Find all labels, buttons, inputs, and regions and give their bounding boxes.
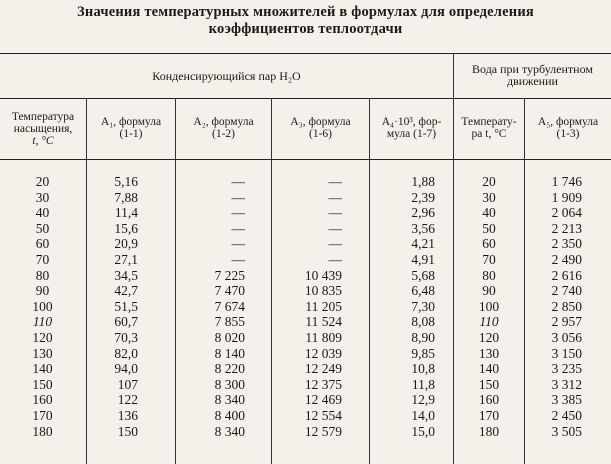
cell-a3: —: [328, 174, 342, 189]
cell-a1: 70,3: [114, 329, 138, 345]
cell-a4: 12,9: [411, 392, 435, 408]
col3-header-line-1: A₂, формула: [193, 116, 254, 128]
cell-a2: 8 400: [214, 407, 245, 423]
cell-a2: 8 140: [214, 345, 245, 361]
cell-a1: 20,9: [114, 236, 138, 252]
cell-a5: 2 350: [551, 236, 582, 252]
cell-a1: 94,0: [114, 361, 138, 377]
cell-a3: 12 039: [304, 345, 342, 361]
cell-a3: —: [328, 220, 342, 236]
column-a1: [86, 174, 174, 464]
cell-a2: —: [231, 189, 245, 205]
group-header-left-label: Конденсирующийся пар H₂O: [152, 69, 301, 83]
cell-a1: 60,7: [114, 314, 138, 330]
cell-a4: 8,08: [411, 314, 435, 330]
cell-a3: 10 835: [304, 283, 342, 299]
cell-water-temp: 170: [478, 407, 500, 423]
cell-a2: 7 674: [214, 298, 245, 314]
cell-a2: 8 340: [214, 392, 245, 408]
cell-water-temp: 100: [478, 298, 500, 314]
cell-a3: —: [328, 189, 342, 205]
cell-water-temp: 160: [478, 392, 500, 408]
cell-water-temp: 140: [478, 361, 500, 377]
column-a4: [370, 174, 452, 464]
cell-saturation-temp: 80: [35, 267, 50, 283]
cell-a1: 34,5: [114, 267, 138, 283]
group-header-turbulent-water: [454, 63, 611, 87]
cell-a5: 2 957: [551, 314, 582, 330]
cell-saturation-temp: 160: [32, 392, 53, 408]
cell-a5: 2 616: [551, 267, 582, 283]
cell-water-temp: 30: [482, 189, 496, 205]
cell-a2: —: [231, 205, 245, 221]
cell-a1: 7,88: [114, 189, 138, 205]
cell-saturation-temp: 90: [35, 283, 50, 299]
cell-a5: 3 235: [551, 361, 582, 377]
cell-a3: —: [328, 236, 342, 252]
table-title: [0, 4, 611, 38]
column-a3: [272, 174, 368, 464]
cell-a5: 3 056: [551, 329, 582, 345]
cell-a3: 12 554: [304, 407, 342, 423]
cell-a4: 7,30: [411, 298, 435, 314]
cell-a2: —: [231, 174, 245, 189]
col4-header-line-2: (1-6): [309, 128, 332, 140]
column-header-saturation-temp: [0, 111, 86, 147]
cell-a5: 3 385: [551, 392, 582, 408]
cell-a4: 4,21: [411, 236, 435, 252]
cell-a5: 2 850: [551, 298, 582, 314]
cell-a5: 3 312: [551, 376, 582, 392]
cell-a5: 1 909: [551, 189, 582, 205]
group-header-rule: [0, 98, 611, 99]
cell-a3: —: [328, 205, 342, 221]
cell-saturation-temp: 50: [35, 220, 50, 236]
cell-a4: 2,96: [411, 205, 435, 221]
col4-header-line-1: A₃, формула: [290, 116, 351, 128]
cell-a5: 3 150: [551, 345, 582, 361]
column-header-a5: [525, 116, 611, 140]
cell-a2: —: [231, 220, 245, 236]
column-water-temp: [454, 174, 524, 464]
cell-water-temp: 120: [478, 329, 500, 345]
cell-water-temp: 110: [479, 314, 499, 330]
cell-a1: 107: [117, 376, 138, 392]
cell-a1: 82,0: [114, 345, 138, 361]
cell-saturation-temp: 60: [35, 236, 50, 252]
cell-a1: 150: [117, 423, 138, 439]
col2-header-line-1: A₁, формула: [100, 116, 162, 128]
group-header-right-line-2: движении: [507, 74, 558, 88]
col1-header-line-3: t, °C: [32, 135, 54, 147]
cell-saturation-temp: 110: [32, 314, 53, 330]
column-header-rule: [0, 159, 611, 160]
column-saturation-temp: [0, 174, 85, 464]
group-header-condensing-steam: [0, 70, 453, 82]
column-header-water-temp: [454, 116, 524, 140]
cell-a4: 10,8: [411, 361, 435, 377]
cell-a1: 5,16: [114, 174, 138, 189]
col6-header-line-1: Температу-: [461, 116, 517, 128]
cell-saturation-temp: 100: [32, 298, 53, 314]
cell-a1: 122: [117, 392, 138, 408]
cell-a2: 8 220: [214, 361, 245, 377]
cell-a1: 51,5: [114, 298, 138, 314]
cell-water-temp: 40: [482, 205, 496, 221]
col1-header-line-1: Температура: [11, 111, 75, 123]
col5-header-line-1: A₄·10³, фор-: [381, 116, 442, 128]
cell-water-temp: 90: [482, 283, 496, 299]
cell-saturation-temp: 40: [35, 205, 50, 221]
cell-a5: 2 490: [551, 251, 582, 267]
cell-a4: 4,91: [411, 251, 435, 267]
cell-saturation-temp: 130: [32, 345, 53, 361]
cell-a5: 1 746: [551, 174, 582, 189]
group-header-right-line-1: Вода при турбулентном: [472, 62, 593, 76]
cell-a4: 3,56: [411, 220, 435, 236]
cell-a1: 136: [117, 407, 138, 423]
cell-a4: 5,68: [411, 267, 435, 283]
col2-header-line-2: (1-1): [119, 128, 143, 140]
col1-header-line-2: насыщения,: [13, 123, 73, 135]
cell-a2: 8 300: [214, 376, 245, 392]
cell-a3: 10 439: [304, 267, 342, 283]
cell-a3: —: [328, 251, 342, 267]
cell-water-temp: 60: [482, 236, 496, 252]
column-header-a3: [272, 116, 369, 140]
cell-a2: 8 340: [214, 423, 245, 439]
cell-a5: 2 213: [551, 220, 582, 236]
cell-water-temp: 70: [482, 251, 496, 267]
cell-a4: 2,39: [411, 189, 435, 205]
cell-a2: 7 470: [214, 283, 245, 299]
cell-saturation-temp: 150: [32, 376, 53, 392]
cell-water-temp: 80: [482, 267, 496, 283]
cell-a5: 2 450: [551, 407, 582, 423]
col7-header-line-1: A₅, формула: [537, 116, 599, 128]
cell-a3: 12 579: [304, 423, 342, 439]
cell-water-temp: 50: [482, 220, 496, 236]
cell-a1: 27,1: [114, 251, 138, 267]
cell-a3: 11 524: [305, 314, 342, 330]
cell-a4: 15,0: [411, 423, 435, 439]
cell-a3: 12 375: [304, 376, 342, 392]
cell-a1: 42,7: [114, 283, 138, 299]
cell-a3: 11 205: [305, 298, 342, 314]
cell-a2: —: [231, 236, 245, 252]
col5-header-line-2: мула (1-7): [386, 128, 437, 140]
cell-saturation-temp: 70: [35, 251, 50, 267]
cell-a2: 8 020: [214, 329, 245, 345]
column-header-a1: [87, 116, 175, 140]
cell-a3: 11 809: [305, 329, 342, 345]
cell-water-temp: 130: [478, 345, 500, 361]
cell-a5: 2 740: [551, 283, 582, 299]
cell-a4: 14,0: [411, 407, 435, 423]
cell-a2: 7 855: [214, 314, 245, 330]
col7-header-line-2: (1-3): [556, 128, 580, 140]
cell-water-temp: 180: [478, 423, 500, 439]
cell-saturation-temp: 120: [32, 329, 53, 345]
cell-a4: 8,90: [411, 329, 435, 345]
title-line-1: Значения температурных множителей в формулах для определения: [77, 4, 534, 20]
cell-a3: 12 469: [304, 392, 342, 408]
cell-a4: 6,48: [411, 283, 435, 299]
cell-saturation-temp: 170: [32, 407, 53, 423]
cell-saturation-temp: 180: [32, 423, 53, 439]
column-header-a2: [176, 116, 271, 140]
col6-header-line-2: ра t, °C: [471, 128, 507, 140]
cell-saturation-temp: 140: [32, 361, 53, 377]
column-a2: [176, 174, 271, 464]
cell-a5: 3 505: [551, 423, 582, 439]
col3-header-line-2: (1-2): [212, 128, 235, 140]
cell-a4: 11,8: [411, 376, 435, 392]
cell-saturation-temp: 30: [35, 189, 50, 205]
cell-a2: 7 225: [214, 267, 245, 283]
cell-a1: 15,6: [114, 220, 138, 236]
cell-water-temp: 20: [482, 174, 496, 189]
top-rule: [0, 53, 611, 54]
cell-a1: 11,4: [114, 205, 138, 221]
cell-a4: 9,85: [411, 345, 435, 361]
cell-a3: 12 249: [304, 361, 342, 377]
cell-a5: 2 064: [551, 205, 582, 221]
cell-water-temp: 150: [478, 376, 500, 392]
cell-a4: 1,88: [411, 174, 435, 189]
column-header-a4: [370, 116, 453, 140]
column-a5: [525, 174, 611, 464]
cell-saturation-temp: 20: [35, 174, 50, 189]
title-line-2: коэффициентов теплоотдачи: [208, 21, 403, 37]
cell-a2: —: [231, 251, 245, 267]
